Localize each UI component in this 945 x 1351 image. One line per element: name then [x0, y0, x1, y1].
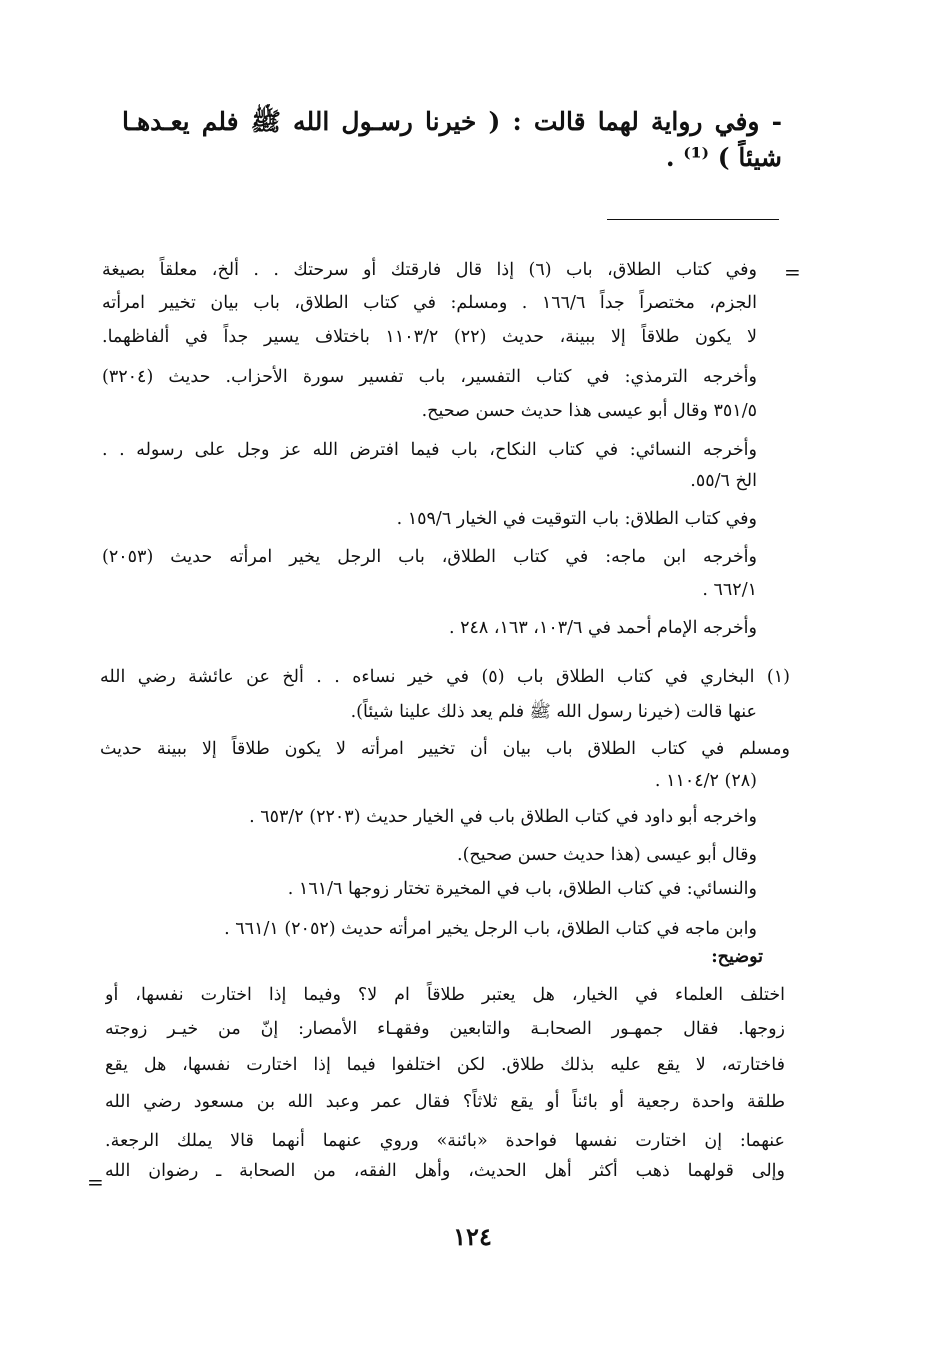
footnote-1-line: والنسائي: في كتاب الطلاق، باب في المخيرة تختار زوجها ١٦١/٦ . — [287, 879, 757, 899]
footnote-1-line: ومسلم في كتاب الطلاق باب بيان أن تخيير امرأته لا يكون طلاقاً إلا ببينة حديث — [100, 739, 790, 759]
footnote-line: وأخرجه النسائي: في كتاب النكاح، باب فيما افترض الله عز وجل على رسوله . . — [102, 440, 757, 460]
footnote-1-line: واخرجه أبو داود في كتاب الطلاق باب في الخيار حديث (٢٢٠٣) ٦٥٣/٢ . — [249, 807, 757, 827]
page-number: ١٢٤ — [453, 1222, 492, 1251]
continuation-mark: = — [87, 1170, 104, 1194]
footnote-line: وأخرجه ابن ماجه: في كتاب الطلاق، باب الرجل يخير امرأته حديث (٢٠٥٣) — [102, 547, 757, 567]
explanation-line: وإلى قولهما ذهب أكثر أهل الحديث، وأهل الفقه، من الصحابة ـ رضوان الله — [105, 1161, 785, 1181]
footnote-separator — [607, 219, 779, 220]
explanation-line: فاختارته، لا يقع عليه بذلك طلاق. لكن اختلفوا فيما إذا اختارت نفسها، هل يقع — [105, 1055, 785, 1075]
footnote-1-line: وابن ماجه في كتاب الطلاق، باب الرجل يخير امرأته حديث (٢٠٥٢) ٦٦١/١ . — [224, 919, 757, 939]
footnote-line: ٦٦٢/١ . — [702, 580, 757, 600]
explanation-line: زوجها. فقال جمهـور الصحابـة والتابعين وفقهـاء الأمصار: إنّ من خيـر زوجته — [105, 1019, 785, 1039]
footnote-line: الجزم، مختصراً جداً ١٦٦/٦ . ومسلم: في كتاب الطلاق، باب بيان تخيير امرأته — [102, 293, 757, 313]
footnote-1-line: (٢٨) ١١٠٤/٢ . — [654, 771, 757, 791]
footnote-1-line: عنها قالت (خيرنا رسول الله ﷺ فلم يعد ذلك علينا شيئاً). — [350, 702, 757, 722]
explanation-line: اختلف العلماء في الخيار، هل يعتبر طلاقاً ام لا؟ وفيما إذا اختارت نفسها، أو — [105, 985, 785, 1005]
footnote-line: لا يكون طلاقاً إلا ببينة، حديث (٢٢) ١١٠٣/٢ باختلاف يسير جداً في ألفاظهما. — [102, 327, 757, 347]
footnote-line: الخ ٥٥/٦. — [690, 471, 757, 491]
footnote-line: وفي كتاب الطلاق: باب التوقيت في الخيار ١٥٩/٦ . — [396, 509, 757, 529]
explanation-line: طلقة واحدة رجعية أو بائناً أو يقع ثلاثاً؟ فقال عمر وعبد الله بن مسعود رضي الله — [105, 1092, 785, 1112]
main-text-line-2: شيئاً ) ⁽¹⁾ . — [665, 143, 782, 172]
explanation-line: عنهما: إن اختارت نفسها فواحدة «بائنة» وروي عنهما أنهما قالا يملك الرجعة. — [105, 1131, 785, 1151]
footnote-1-line: (١) البخاري في كتاب الطلاق باب (٥) في خير نساءه . . ألخ عن عائشة رضي الله — [100, 667, 790, 687]
footnote-line: ٣٥١/٥ وقال أبو عيسى هذا حديث حسن صحيح. — [421, 401, 757, 421]
footnote-line: وأخرجه الترمذي: في كتاب التفسير، باب تفسير سورة الأحزاب. حديث (٣٢٠٤) — [102, 367, 757, 387]
continuation-mark: = — [784, 260, 801, 284]
footnote-line: وأخرجه الإمام أحمد في ١٠٣/٦، ١٦٣، ٢٤٨ . — [448, 618, 757, 638]
explanation-heading: توضيح: — [711, 947, 763, 967]
main-text-line-1: - وفي رواية لهما قالت : ( خيرنا رسـول الله ﷺ فلم يعـدهـا — [122, 107, 782, 136]
footnote-line: وفي كتاب الطلاق، باب (٦) إذا قال فارقتك أو سرحتك . . ألخ، معلقاً بصيغة — [102, 260, 757, 280]
footnote-1-line: وقال أبو عيسى (هذا حديث حسن صحيح). — [457, 845, 757, 865]
